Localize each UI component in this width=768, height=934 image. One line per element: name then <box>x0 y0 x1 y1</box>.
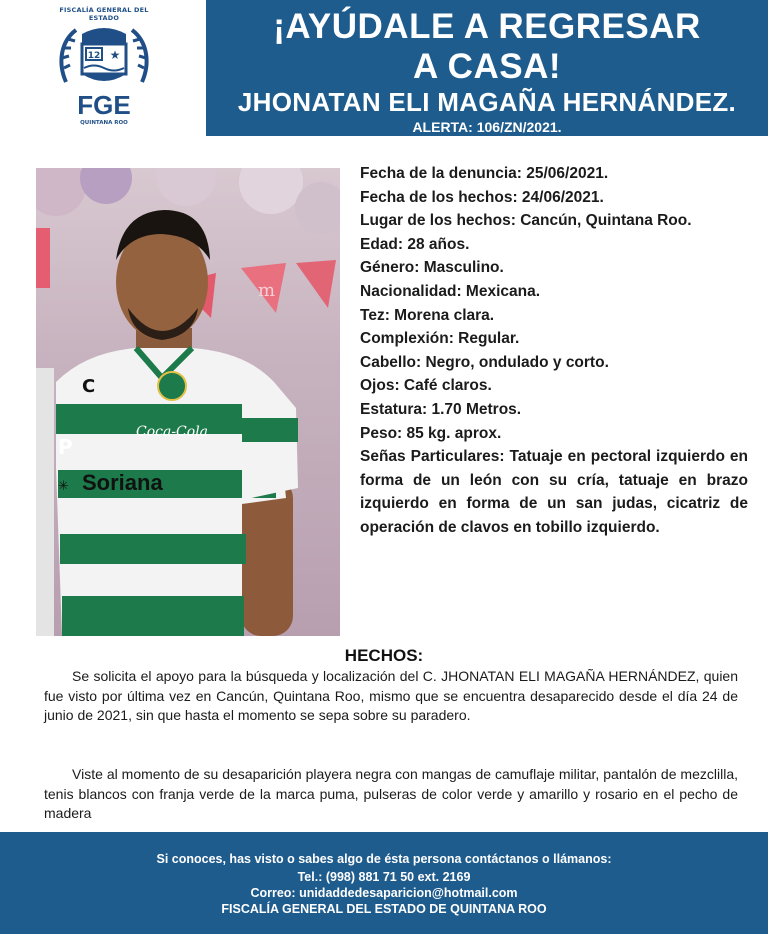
hechos-paragraph-2: Viste al momento de su desaparición playera negra con mangas de camuflaje militar, pantalón de mezclilla, tenis blancos con franja verde de la marca puma, pulseras de color verde y amarillo y rosario en el pecho de madera <box>44 766 738 821</box>
contact-footer <box>0 832 768 934</box>
detail-ojos: Ojos: Café claros. <box>360 377 492 395</box>
person-photo <box>36 168 340 636</box>
detail-tez: Tez: Morena clara. <box>360 306 495 324</box>
hechos-heading: HECHOS: <box>344 646 424 665</box>
fge-seal-icon <box>56 24 152 90</box>
logo-top-text: FISCALÍA GENERAL DEL ESTADO <box>59 6 149 22</box>
svg-text:★: ★ <box>109 48 121 62</box>
svg-text:✳: ✳ <box>58 479 69 494</box>
alert-number <box>206 119 768 135</box>
detail-estatura: Estatura: 1.70 Metros. <box>360 400 522 418</box>
logo-acronym: FGE <box>77 90 131 120</box>
organization-name: FISCALÍA GENERAL DEL ESTADO DE QUINTANA ROO <box>221 902 547 916</box>
detail-complexion: Complexión: Regular. <box>360 330 520 348</box>
contact-email: Correo: unidaddedesaparicion@hotmail.com <box>250 886 518 900</box>
detail-edad: Edad: 28 años. <box>360 235 470 253</box>
person-details <box>360 162 748 540</box>
svg-text:P: P <box>58 435 73 459</box>
logo-state: QUINTANA ROO <box>80 120 128 126</box>
shirt-sponsor-soriana: Soriana <box>82 470 163 495</box>
missing-person-name: JHONATAN ELI MAGAÑA HERNÁNDEZ. <box>237 87 737 117</box>
contact-phone: Tel.: (998) 881 71 50 ext. 2169 <box>297 870 471 884</box>
svg-text:m: m <box>258 280 276 301</box>
alert-text: ALERTA: 106/ZN/2021. <box>406 119 567 139</box>
detail-lugar: Lugar de los hechos: Cancún, Quintana Roo. <box>360 212 692 230</box>
detail-senas-particulares: Señas Particulares: Tatuaje en pectoral izquierdo en forma de un león con su cría, tatuaje en brazo izquierdo en forma de un san judas, cicatriz de operación de clavos en tobillo izquierdo. <box>360 448 748 536</box>
shirt-sponsor-coca: Coca-Cola <box>136 424 209 440</box>
svg-text:C: C <box>82 376 96 397</box>
detail-genero: Género: Masculino. <box>360 259 504 277</box>
detail-fecha-hechos: Fecha de los hechos: 24/06/2021. <box>360 188 604 206</box>
contact-prompt: Si conoces, has visto o sabes algo de ésta persona contáctanos o llámanos: <box>156 852 612 866</box>
hechos-paragraph-1: Se solicita el apoyo para la búsqueda y localización del C. JHONATAN ELI MAGAÑA HERNÁNDEZ, quien fue visto por última vez en Cancún, Quintana Roo, mismo que se encuentra desaparecido desde el día 24 de junio de 2021, sin que hasta el momento se sepa sobre su paradero. <box>44 668 738 723</box>
title-line2: A CASA! <box>412 47 562 86</box>
detail-fecha-denuncia: Fecha de la denuncia: 25/06/2021. <box>360 165 609 182</box>
detail-nacionalidad: Nacionalidad: Mexicana. <box>360 282 541 300</box>
detail-peso: Peso: 85 kg. aprox. <box>360 424 502 442</box>
title-line1: ¡AYÚDALE A REGRESAR <box>273 7 701 46</box>
header-banner <box>206 0 768 136</box>
detail-cabello: Cabello: Negro, ondulado y corto. <box>360 353 609 371</box>
svg-text:12: 12 <box>87 51 101 61</box>
fge-logo <box>44 6 164 144</box>
person-photo-illustration <box>36 168 340 636</box>
